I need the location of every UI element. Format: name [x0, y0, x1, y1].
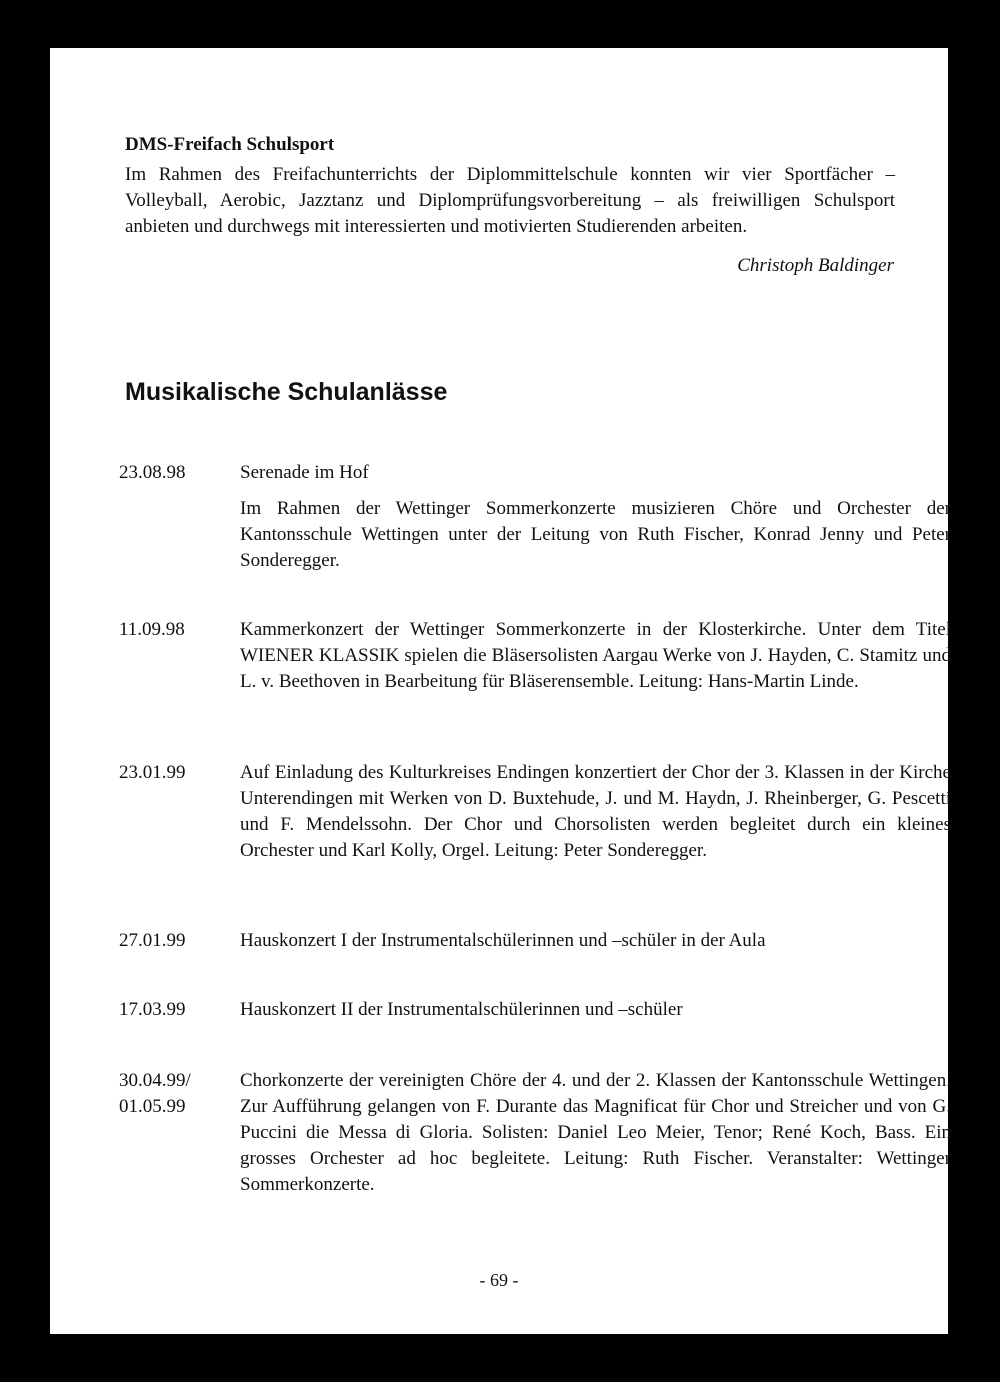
event-text: Hauskonzert II der Instrumentalschülerinnen und –schüler [240, 999, 683, 1020]
page-title: Musikalische Schulanlässe [125, 378, 448, 406]
event-date: 30.04.99/ 01.05.99 [119, 1070, 191, 1117]
event-text: Kammerkonzert der Wettinger Sommerkonzerte in der Klosterkirche. Unter dem Titel WIENER KLASSIK spielen die Bläsersolisten Aargau Werke von J. Hayden, C. Stamitz und L. v. Beethoven in Bearbeitung für Bläserensemble. Leitung: Hans-Martin Linde. [240, 619, 951, 692]
event-description [240, 460, 951, 574]
event-date: 27.01.99 [119, 930, 186, 951]
event-date: 17.03.99 [119, 999, 186, 1020]
event-text: Auf Einladung des Kulturkreises Endingen konzertiert der Chor der 3. Klassen in der Kirche Unterendingen mit Werken von D. Buxtehude, J. und M. Haydn, J. Rheinberger, G. Pescetti und F. Mendelssohn. Der Chor und Chorsolisten werden begleitet durch ein kleines Orchester und Karl Kolly, Orgel. Leitung: Peter Sonderegger. [240, 762, 951, 861]
page-number: - 69 - [479, 1270, 519, 1290]
schulsport-paragraph: Im Rahmen des Freifachunterrichts der Diplommittelschule konnten wir vier Sportfächer – Volleyball, Aerobic, Jazztanz und Diplomprüfungsvorbereitung – als freiwilligen Schulsport anbieten und durchwegs mit interessierten und motivierten Studierenden arbeiten. [125, 164, 895, 237]
document-page [50, 48, 951, 1334]
section-heading-schulsport: DMS-Freifach Schulsport [125, 134, 335, 155]
event-date: 23.08.98 [119, 462, 186, 483]
event-text: Chorkonzerte der vereinigten Chöre der 4. und der 2. Klassen der Kantonsschule Wettingen. Zur Aufführung gelangen von F. Durante das Magnificat für Chor und Streicher und von G. Puccini die Messa di Gloria. Solisten: Daniel Leo Meier, Tenor; René Koch, Bass. Ein grosses Orchester ad hoc begleitete. Leitung: Ruth Fischer. Veranstalter: Wettinger Sommerkonzerte. [240, 1070, 951, 1195]
event-text: Hauskonzert I der Instrumentalschülerinnen und –schüler in der Aula [240, 930, 766, 951]
author-signature: Christoph Baldinger [737, 255, 894, 276]
event-description [240, 928, 951, 954]
event-description [240, 617, 951, 695]
event-date: 11.09.98 [119, 619, 185, 640]
event-date: 23.01.99 [119, 762, 186, 783]
event-description [240, 1068, 951, 1198]
event-title: Serenade im Hof [240, 462, 369, 483]
event-description [240, 997, 951, 1023]
event-description [240, 760, 951, 864]
event-text: Im Rahmen der Wettinger Sommerkonzerte musizieren Chöre und Orchester der Kantonsschule Wettingen unter der Leitung von Ruth Fischer, Konrad Jenny und Peter Sonderegger. [240, 498, 951, 571]
